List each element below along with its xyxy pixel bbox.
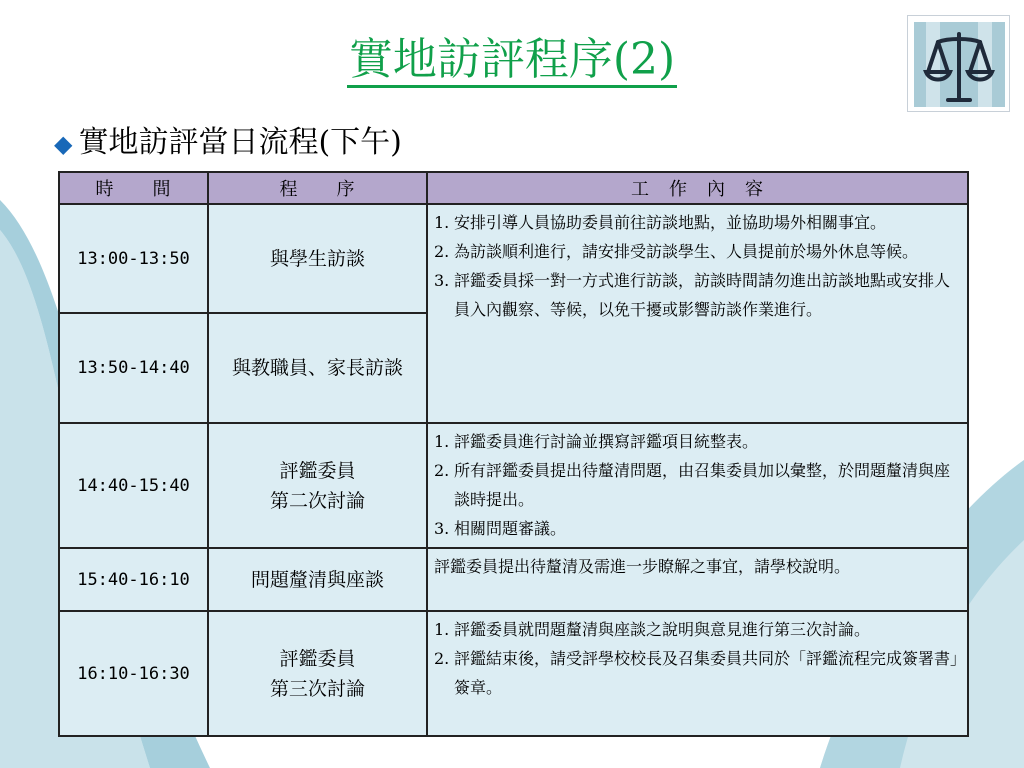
work-item: 1. 評鑑委員進行討論並撰寫評鑑項目統整表。 xyxy=(434,432,759,451)
time-cell: 14:40-15:40 xyxy=(59,423,208,548)
diamond-bullet-icon: ◆ xyxy=(54,130,73,158)
work-cell xyxy=(427,423,968,548)
header-program: 程 序 xyxy=(208,172,427,204)
table-row xyxy=(59,611,968,736)
time-cell: 13:00-13:50 xyxy=(59,204,208,313)
program-line: 第二次討論 xyxy=(269,489,365,512)
program-cell: 與學生訪談 xyxy=(208,204,427,313)
work-item: 2. 所有評鑑委員提出待釐清問題，由召集委員加以彙整，於問題釐清與座談時提出。 xyxy=(434,461,951,509)
page-title: 實地訪評程序(2) xyxy=(0,30,1024,90)
header-time: 時 間 xyxy=(59,172,208,204)
time-cell: 15:40-16:10 xyxy=(59,548,208,611)
work-cell: 評鑑委員提出待釐清及需進一步瞭解之事宜，請學校說明。 xyxy=(427,548,968,611)
program-cell xyxy=(208,611,427,736)
program-line: 評鑑委員 xyxy=(279,459,356,482)
time-cell: 13:50-14:40 xyxy=(59,313,208,423)
schedule-table xyxy=(58,171,969,737)
work-item: 3. 評鑑委員採一對一方式進行訪談，訪談時間請勿進出訪談地點或安排人員入內觀察、等候，以免干擾或影響訪談作業進行。 xyxy=(434,271,951,319)
table-row xyxy=(59,204,968,313)
program-cell: 與教職員、家長訪談 xyxy=(208,313,427,423)
work-item: 2. 評鑑結束後，請受評學校校長及召集委員共同於「評鑑流程完成簽署書」簽章。 xyxy=(434,649,959,697)
time-cell: 16:10-16:30 xyxy=(59,611,208,736)
table-row xyxy=(59,423,968,548)
work-item: 1. 安排引導人員協助委員前往訪談地點，並協助場外相關事宜。 xyxy=(434,213,887,232)
work-cell xyxy=(427,611,968,736)
work-item: 3. 相關問題審議。 xyxy=(434,519,567,538)
work-item: 1. 評鑑委員就問題釐清與座談之說明與意見進行第三次討論。 xyxy=(434,620,871,639)
table-row xyxy=(59,548,968,611)
program-cell: 問題釐清與座談 xyxy=(208,548,427,611)
section-subtitle: ◆ 實地訪評當日流程(下午) xyxy=(54,125,402,160)
program-cell xyxy=(208,423,427,548)
work-item: 2. 為訪談順利進行，請安排受訪談學生、人員提前於場外休息等候。 xyxy=(434,242,919,261)
header-work: 工 作 內 容 xyxy=(427,172,968,204)
program-line: 評鑑委員 xyxy=(279,647,356,670)
table-header-row xyxy=(59,172,968,204)
program-line: 第三次討論 xyxy=(269,677,365,700)
work-cell xyxy=(427,204,968,423)
